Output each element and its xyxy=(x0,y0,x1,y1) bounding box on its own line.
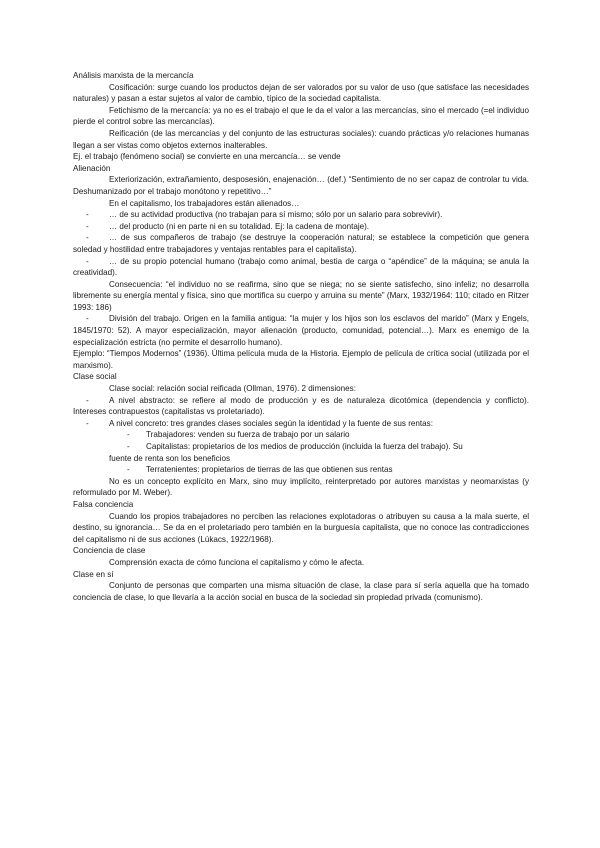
list-item-alienacion-3 xyxy=(73,232,529,255)
list-item-nivel-concreto xyxy=(73,418,529,430)
paragraph-falsa-conciencia: Cuando los propios trabajadores no perciben las relaciones explotadoras o atribuyen su causa a la mala suerte, el destino, su ignorancia… Se da en el proletariado pero también en la burguesía capitalista, que no conoce las contradicciones del capitalismo ni de sus acciones (Lúkacs, 1922/1968). xyxy=(73,511,529,544)
paragraph-no-es-concepto: No es un concepto explícito en Marx, sino muy implícito, reinterpretado por autores marxistas y neomarxistas (y reformulado por M. Weber). xyxy=(73,476,529,498)
sub-item-capitalistas-cont: fuente de renta son los beneficios xyxy=(109,453,231,463)
paragraph-ejemplo-tiempos: Ejemplo: “Tiempos Modernos” (1936). Última película muda de la Historia. Ejemplo de película de crítica social (utilizada por el marxismo). xyxy=(73,349,529,370)
bullet-dash: - xyxy=(86,418,89,428)
paragraph-fetichismo: Fetichismo de la mercancía: ya no es el trabajo el que le da el valor a las mercancías, sino el mercado (=el individuo pierde el control sobre las mercancías). xyxy=(73,105,529,127)
bullet-dash: - xyxy=(86,221,89,231)
list-item-alienacion-1 xyxy=(73,209,529,221)
list-item-text: … de su propio potencial humano (trabajo como animal, bestia de carga o “apéndice” de la máquina; se anula la creatividad). xyxy=(73,256,529,278)
division-text: División del trabajo. Origen en la familia antigua: “la mujer y los hijos son los esclavos del marido” (Marx y Engels, 1845/1970: 52). A mayor especialización, mayor alienación (producto, comunidad, potencial…). Marx es enemigo de la especialización estricta (no permite el desarrollo humano). xyxy=(73,314,529,347)
bullet-dash: - xyxy=(86,210,89,220)
bullet-dash: - xyxy=(86,314,89,324)
sub-item-text: Terratenientes: propietarios de tierras de las que obtienen sus rentas xyxy=(146,465,393,475)
list-item-alienacion-4 xyxy=(73,256,529,279)
sub-item-trabajadores xyxy=(73,429,529,441)
section-title-clase-en-si: Clase en sí xyxy=(73,569,114,579)
section-title-alienacion: Alienación xyxy=(73,163,111,173)
bullet-dash: - xyxy=(127,430,130,440)
list-item-text: A nivel abstracto: se refiere al modo de producción y es de naturaleza dicotómica (dependencia y conflicto). Intereses contrapuestos (capitalistas vs proletariado). xyxy=(73,395,529,417)
paragraph-cosificacion: Cosificación: surge cuando los productos dejan de ser valorados por su valor de uso (que satisface las necesidades naturales) y pasan a estar sujetos al valor de cambio, típico de la sociedad capitalista. xyxy=(73,82,529,104)
paragraph-division xyxy=(73,313,529,348)
bullet-dash: - xyxy=(127,442,130,451)
document-body xyxy=(73,70,529,603)
sub-item-capitalistas xyxy=(73,441,529,453)
paragraph-en-capitalismo: En el capitalismo, los trabajadores están alienados… xyxy=(109,198,300,208)
bullet-dash: - xyxy=(86,233,89,243)
list-item-text: … del producto (ni en parte ni en su totalidad. Ej: la cadena de montaje). xyxy=(109,221,370,231)
bullet-dash: - xyxy=(127,465,130,475)
paragraph-conciencia-clase: Comprensión exacta de cómo funciona el capitalismo y cómo le afecta. xyxy=(109,557,365,567)
paragraph-clase-en-si: Conjunto de personas que comparten una misma situación de clase, la clase para sí sería aquella que ha tomado conciencia de clase, lo que llevaría a la acción social en busca de la sociedad sin propiedad privada (comunismo). xyxy=(73,581,529,602)
paragraph-clase-social-def: Clase social: relación social reificada (Ollman, 1976). 2 dimensiones: xyxy=(109,384,356,394)
paragraph-ejemplo-trabajo: Ej. el trabajo (fenómeno social) se convierte en una mercancía… se vende xyxy=(73,152,341,162)
list-item-text: … de sus compañeros de trabajo (se destruye la cooperación natural; se establece la competición que genera soledad y hostilidad entre trabajadores y ventajas rentables para el capitalista). xyxy=(73,233,529,254)
paragraph-exteriorizacion: Exteriorización, extrañamiento, desposesión, enajenación… (def.) “Sentimiento de no ser capaz de controlar tu vida. Deshumanizado por el trabajo monótono y repetitivo…” xyxy=(73,175,529,196)
paragraph-reificacion: Reificación (de las mercancías y del conjunto de las estructuras sociales): cuando prácticas y/o relaciones humanas llegan a ser vistas como objetos externos inalterables. xyxy=(73,128,529,150)
sub-item-terratenientes xyxy=(73,464,529,476)
section-title-clase-social: Clase social xyxy=(73,372,117,382)
list-item-text: A nivel concreto: tres grandes clases sociales según la identidad y la fuente de sus rentas: xyxy=(109,418,433,428)
bullet-dash: - xyxy=(86,395,89,405)
sub-item-text: Capitalistas: propietarios de los medios de producción (incluida la fuerza del trabajo). Su xyxy=(146,442,463,451)
list-item-nivel-abstracto xyxy=(73,395,529,418)
sub-item-text: Trabajadores: venden su fuerza de trabajo por un salario xyxy=(146,430,350,440)
list-item-text: … de su actividad productiva (no trabajan para sí mismo; sólo por un salario para sobrevivir). xyxy=(109,210,443,220)
list-item-alienacion-2 xyxy=(73,221,529,233)
paragraph-consecuencia: Consecuencia: “el individuo no se reafirma, sino que se niega; no se siente satisfecho, sino infeliz; no desarrolla libremente su energía mental y física, sino que mortifica su cuerpo y arruina su mente” (Marx, 1932/1964: 110; citado en Ritzer 1993: 186) xyxy=(73,279,529,312)
section-title-conciencia-clase: Conciencia de clase xyxy=(73,546,146,556)
section-title-falsa-conciencia: Falsa conciencia xyxy=(73,499,134,509)
section-title-analisis: Análisis marxista de la mercancía xyxy=(73,71,194,80)
bullet-dash: - xyxy=(86,256,89,266)
